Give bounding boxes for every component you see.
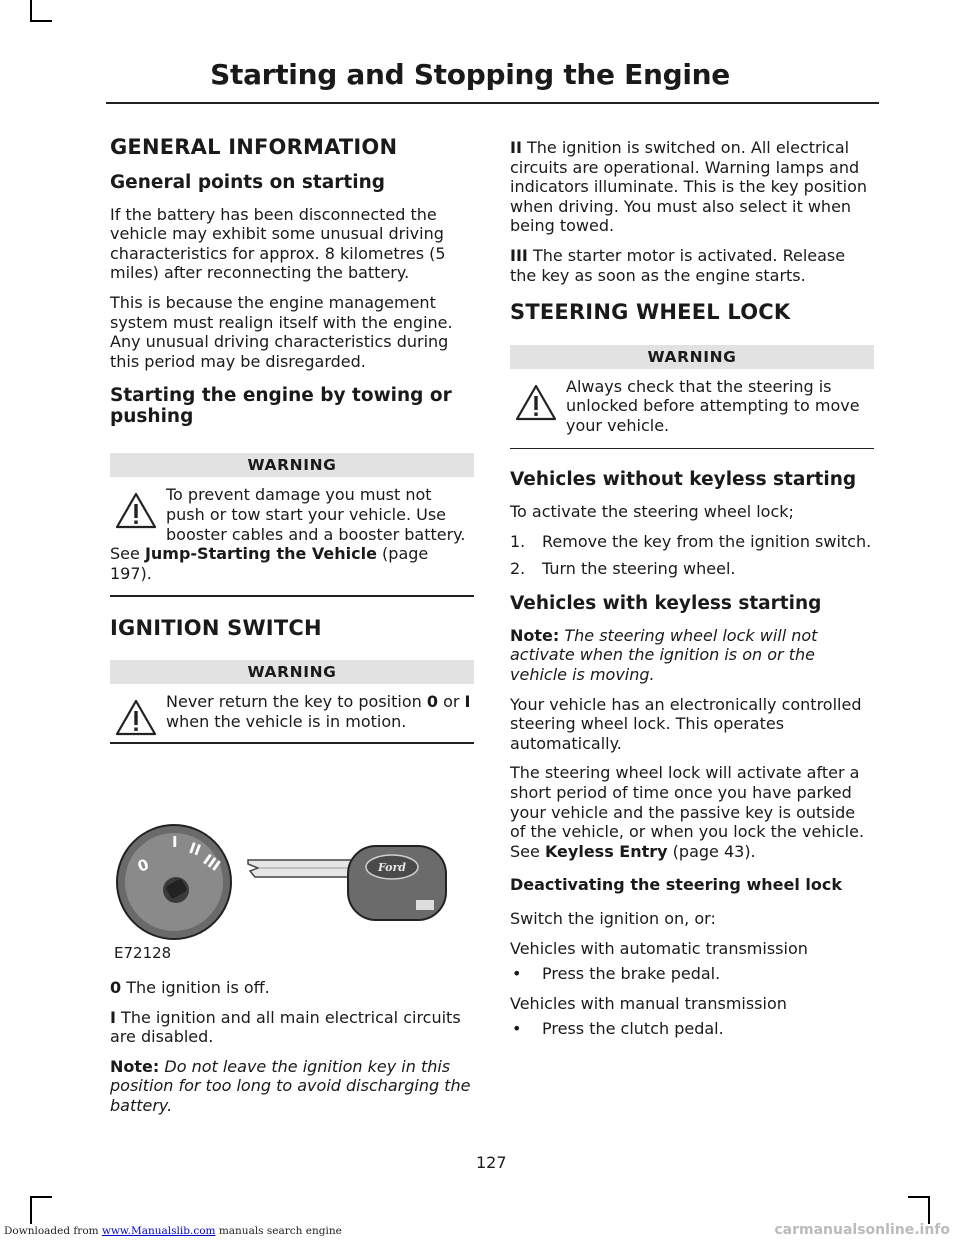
warning-rule <box>510 448 874 450</box>
section-heading-steering-lock: STEERING WHEEL LOCK <box>510 300 791 325</box>
warning-body <box>110 692 474 732</box>
dial-position-0: 0 <box>135 855 152 876</box>
list-item: • Press the clutch pedal. <box>510 1019 874 1039</box>
cross-reference-link[interactable]: Jump-Starting the Vehicle <box>144 544 377 564</box>
subheading-deactivating: Deactivating the steering wheel lock <box>510 875 842 895</box>
ignition-key-illustration <box>110 752 474 972</box>
position-text: The starter motor is activated. Release the key as soon as the engine starts. <box>510 245 846 285</box>
paragraph: If the battery has been disconnected the vehicle may exhibit some unusual driving characteristics for approx. 8 kilometres (5 miles) after reconnecting the battery. <box>110 204 446 283</box>
list-item: • Press the brake pedal. <box>510 964 874 984</box>
warning-text: when the vehicle is in motion. <box>166 712 407 731</box>
position-description <box>510 246 874 285</box>
paragraph: This is because the engine management system must realign itself with the engine. Any unusual driving characteristics during this period may be disregarded. <box>110 292 453 371</box>
page-reference: (page 197). <box>110 544 429 583</box>
warning-title: WARNING <box>110 660 474 684</box>
crop-mark <box>908 1196 930 1198</box>
warning-text: or <box>437 692 465 712</box>
list-item <box>510 532 874 552</box>
footer-prefix: Downloaded from <box>4 1225 102 1237</box>
position-text: The ignition and all main electrical circuits are disabled. <box>110 1007 461 1047</box>
position-text: The ignition is off. <box>121 977 270 997</box>
paragraph: Vehicles with automatic transmission <box>510 938 808 958</box>
warning-triangle-icon <box>114 491 158 531</box>
section-heading-ignition: IGNITION SWITCH <box>110 615 322 640</box>
steps-list <box>510 532 874 579</box>
subheading-with-keyless: Vehicles with keyless starting <box>510 592 822 614</box>
warning-text: To prevent damage you must not push or tow start your vehicle. Use booster cables and a booster battery. See <box>110 485 466 564</box>
download-footer <box>4 1225 342 1237</box>
bullet-list <box>510 1019 874 1039</box>
warning-title: WARNING <box>110 453 474 477</box>
warning-box <box>110 453 474 596</box>
position-label: III <box>510 245 528 265</box>
section-heading-general: GENERAL INFORMATION <box>110 135 398 159</box>
note-text: The steering wheel lock will not activate when the ignition is on or the vehicle is moving. <box>510 625 818 684</box>
cross-reference-link[interactable]: Keyless Entry <box>544 841 668 861</box>
bullet-list <box>510 964 874 984</box>
crop-mark <box>30 20 52 22</box>
note <box>510 626 874 685</box>
page-reference: (page 43). <box>667 841 756 861</box>
note-label: Note: <box>110 1056 160 1076</box>
position-description <box>510 138 874 236</box>
warning-rule <box>110 742 474 744</box>
warning-text: Always check that the steering is unlocked before attempting to move your vehicle. <box>566 376 860 435</box>
paragraph: Vehicles with manual transmission <box>510 993 787 1013</box>
position-label: II <box>510 138 522 157</box>
subheading-without-keyless: Vehicles without keyless starting <box>510 469 857 491</box>
subheading-towing: Starting the engine by towing or pushing <box>110 385 452 428</box>
paragraph: To activate the steering wheel lock; <box>510 502 794 522</box>
warning-box <box>510 345 874 449</box>
manualslib-link[interactable]: www.Manualslib.com <box>101 1225 216 1237</box>
page-title: Starting and Stopping the Engine <box>210 58 730 91</box>
paragraph: Switch the ignition on, or: <box>510 908 716 928</box>
dial-position-3: III <box>199 850 224 875</box>
ignition-switch-and-key-image <box>110 752 474 952</box>
figure-id: E72128 <box>114 944 172 963</box>
position-description <box>110 1008 474 1047</box>
paragraph-text: The steering wheel lock will activate after a short period of time once you have parked your vehicle and the passive key is outside of the vehicle, or when you lock the vehicle. See <box>510 763 865 861</box>
position-label: 0 <box>426 692 438 712</box>
dial-position-1: I <box>172 832 178 851</box>
step-number: 1. <box>510 531 526 551</box>
note <box>110 1057 474 1116</box>
position-label: I <box>464 692 471 712</box>
warning-rule <box>110 595 474 597</box>
key-brand-logo: Ford <box>377 860 407 874</box>
position-label: I <box>110 1007 116 1027</box>
step-text: Turn the steering wheel. <box>542 559 736 579</box>
footer-suffix: manuals search engine <box>215 1225 342 1237</box>
dial-position-2: II <box>186 838 204 860</box>
position-label: 0 <box>110 977 122 997</box>
note-text: Do not leave the ignition key in this position for too long to avoid discharging the battery. <box>110 1056 471 1115</box>
note-label: Note: <box>510 625 560 645</box>
warning-body <box>110 485 474 583</box>
position-text: The ignition is switched on. All electrical circuits are operational. Warning lamps and indicators illuminate. This is the key position when driving. You must also select it when being towed. <box>510 138 868 236</box>
subheading-starting: General points on starting <box>110 171 385 193</box>
step-number: 2. <box>510 559 526 579</box>
warning-triangle-icon <box>514 383 558 423</box>
warning-text: Never return the key to position <box>166 692 427 712</box>
crop-mark <box>30 1196 32 1224</box>
watermark: carmanualsonline.info <box>774 1222 950 1238</box>
warning-title: WARNING <box>510 345 874 369</box>
warning-box <box>110 660 474 744</box>
position-description <box>110 978 474 998</box>
warning-triangle-icon <box>114 698 158 738</box>
paragraph: Your vehicle has an electronically controlled steering wheel lock. This operates automatically. <box>510 694 862 753</box>
crop-mark <box>928 1196 930 1224</box>
paragraph <box>510 763 874 861</box>
left-column <box>110 135 474 1125</box>
header-rule <box>106 102 879 104</box>
list-item <box>510 559 874 579</box>
warning-body <box>510 377 874 436</box>
crop-mark <box>30 0 32 22</box>
crop-mark <box>30 1196 52 1198</box>
right-column <box>510 138 874 1049</box>
page-number: 127 <box>476 1153 507 1172</box>
step-text: Remove the key from the ignition switch. <box>542 531 872 551</box>
